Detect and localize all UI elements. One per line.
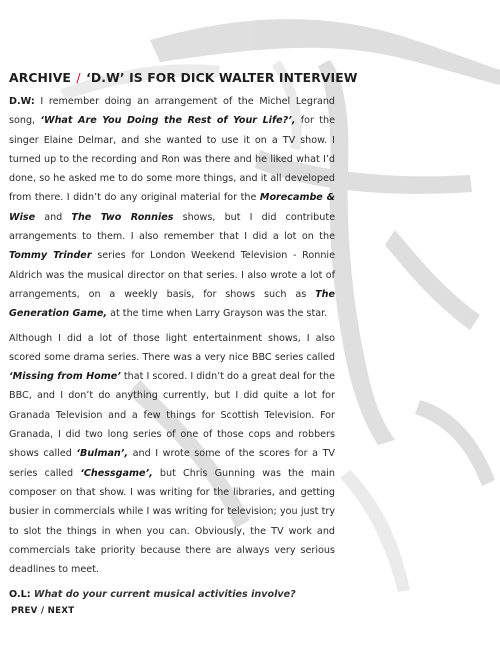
show-title: The Two Ronnies [71, 211, 174, 223]
text-segment: shows, but I did contribute arrangements to them. I also remember that I did a lot on the [9, 211, 335, 243]
show-title: ‘Missing from Home’ [9, 371, 121, 383]
next-link[interactable]: NEXT [47, 606, 75, 617]
speaker-label: D.W: [9, 96, 35, 107]
page-title [9, 70, 358, 85]
nav-separator: / [37, 606, 48, 617]
pagination-nav [11, 606, 335, 616]
title-separator: / [76, 70, 81, 85]
text-segment: for the singer Elaine Delmar, and she wanted to use it on a TV show. I turned up to the recording and Ron was there and he liked what I’d done, so he asked me to do some more things, and it all developed from there. I didn’t do any original material for the [9, 115, 335, 204]
article [9, 70, 358, 617]
song-title: ‘What Are You Doing the Rest of Your Life?’, [40, 115, 296, 127]
show-title: The Generation Game, [9, 288, 335, 320]
question-text: What do your current musical activities involve? [30, 589, 296, 601]
text-segment: and I wrote some of the scores for a TV series called [9, 448, 335, 479]
text-segment: I remember doing an arrangement of the Michel Legrand song, [9, 96, 335, 127]
text-segment: at the time when Larry Grayson was the star. [107, 308, 328, 320]
text-segment: but Chris Gunning was the main composer on that show. I was writing for the libraries, and getting busier in commercials while I was writing for television; you just try to slot the things in when you can. Obviously, the TV work and commercials take priority because there are always very serious deadlines to meet. [9, 467, 335, 576]
interview-title: ‘D.W’ IS FOR DICK WALTER INTERVIEW [86, 70, 358, 85]
show-title: ‘Chessgame’, [80, 467, 153, 479]
section-label: ARCHIVE [9, 70, 71, 85]
text-segment: series for London Weekend Television - Ronnie Aldrich was the musical director on that series. I also wrote a lot of arrangements, on a weekly basis, for shows such as [9, 250, 335, 300]
interviewer-question [9, 585, 335, 604]
text-segment: Although I did a lot of those light entertainment shows, I also scored some drama series. There was a very nice BBC series called [9, 332, 335, 363]
show-title: Tommy Trinder [9, 250, 92, 262]
paragraph-1 [9, 92, 335, 324]
text-segment: and [35, 211, 72, 223]
text-segment: that I scored. I didn’t do a great deal for the BBC, and I don’t do anything currently, but I did quite a lot for Granada Television and a few things for Scottish Television. For Granada, I did two long series of one of those cops and robbers shows called [9, 371, 335, 460]
show-title: Morecambe & Wise [9, 192, 335, 223]
paragraph-2 [9, 329, 335, 580]
interviewer-label: O.L: [9, 589, 31, 601]
prev-link[interactable]: PREV [11, 606, 38, 617]
show-title: ‘Bulman’, [76, 448, 129, 460]
